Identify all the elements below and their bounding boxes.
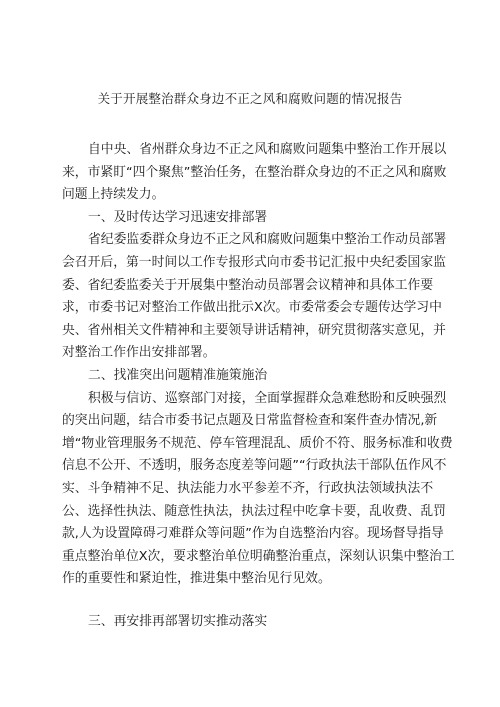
section-2-heading: 二、找准突出问题精准施策施治 xyxy=(88,367,268,383)
document-title: 关于开展整治群众身边不正之风和腐败问题的情况报告 xyxy=(97,91,403,106)
section-1-paragraph: 省纪委监委群众身边不正之风和腐败问题集中整治工作动员部署会召开后，第一时间以工作专报形式向市委书记汇报中央纪委国家监委、省纪委监委关于开展集中整治动员部署会议精神和具体工作要求，市委书记对整治工作做出批示X次。市委常委会专题传达学习中央、省州相关文件精神和主要领导讲话精神，研究贯彻落实意见，并对整治工作作出安排部署。 xyxy=(62,232,447,361)
section-2-paragraph: 积极与信访、巡察部门对接，全面掌握群众急难愁盼和反映强烈的突出问题，结合市委书记点题及日常监督检查和案件查办情况,新增“物业管理服务不规范、停车管理混乱、质价不符、服务标准和收费信息不公开、不透明，服务态度差等问题”“行政执法干部队伍作风不实、斗争精神不足、执法能力水平参差不齐，行政执法领域执法不公、选择性执法、随意性执法，执法过程中吃拿卡要，乱收费、乱罚款,人为设置障碍刁难群众等问题”作为自选整治内容。现场督导指导重点整治单位X次，要求整治单位明确整治重点，深刻认识集中整治工作的重要性和紧迫性，推进集中整治见行见效。 xyxy=(62,390,455,587)
section-1-heading: 一、及时传达学习迅速安排部署 xyxy=(88,209,268,225)
section-3-heading: 三、再安排再部署切实推动落实 xyxy=(88,613,268,629)
document-body xyxy=(62,139,456,633)
intro-paragraph: 自中央、省州群众身边不正之风和腐败问题集中整治工作开展以来，市紧盯“四个聚焦”整治任务，在整治群众身边的不正之风和腐败问题上持续发力。 xyxy=(62,142,447,203)
